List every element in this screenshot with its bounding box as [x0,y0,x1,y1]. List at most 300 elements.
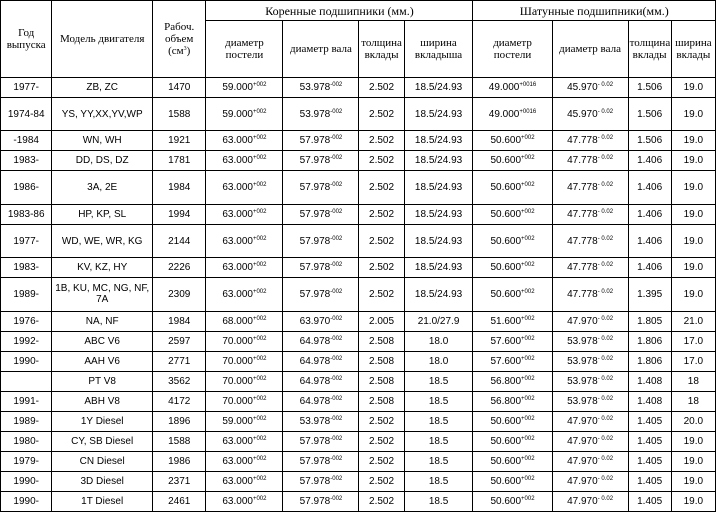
cell-main-shaft-diameter-value: 57.978 [299,262,331,274]
cell-main-bed-diameter [206,351,283,371]
cell-rod-shaft-diameter-value: 53.978 [567,355,598,367]
cell-main-shell-thickness [359,331,404,351]
cell-model-value: KV, KZ, HY [77,262,128,274]
cell-main-bed-diameter [206,151,283,171]
cell-main-bed-diameter [206,311,283,331]
cell-main-shell-thickness-value: 2.502 [369,135,395,147]
cell-rod-bed-diameter-value: 50.600 [490,435,522,447]
cell-volume-value: 2771 [168,355,191,367]
cell-main-shell-thickness [359,471,404,491]
cell-model-value: YS, YY,XX,YV,WP [61,108,143,120]
cell-main-bed-diameter-value: 63.000 [222,288,253,300]
cell-volume [153,431,206,451]
cell-rod-shell-thickness [628,491,671,511]
cell-year [1,78,52,98]
cell-rod-shell-thickness-value: 1.405 [637,455,663,467]
cell-main-shell-thickness [359,278,404,311]
cell-model-value: 3A, 2E [87,182,118,194]
cell-main-shaft-diameter-tolerance: -002 [330,475,343,482]
cell-main-bed-diameter-value: 63.000 [222,435,253,447]
cell-rod-shell-thickness [628,351,671,371]
cell-volume-value: 1921 [168,135,191,147]
cell-main-shaft-diameter [283,98,359,131]
cell-volume [153,151,206,171]
table-row [1,331,716,351]
cell-rod-bed-diameter [473,131,552,151]
cell-main-shell-width [404,258,473,278]
cell-main-shaft-diameter-value: 53.978 [299,82,331,93]
cell-rod-shaft-diameter-value: 53.978 [567,395,598,407]
cell-model-value: 1Y Diesel [80,415,124,427]
cell-volume-value: 1470 [168,82,191,93]
cell-rod-shell-width-value: 19.0 [683,455,704,467]
cell-rod-bed-diameter-tolerance: +0016 [519,82,537,88]
cell-main-shell-width [404,371,473,391]
cell-rod-shell-width-value: 19.0 [683,182,704,194]
cell-rod-shell-width-value: 18 [687,395,699,407]
cell-model-value: ZB, ZC [86,82,119,93]
cell-model-value: AAH V6 [84,355,120,367]
cell-rod-shaft-diameter-tolerance: - 0.02 [597,235,614,242]
cell-rod-shell-width-value: 19.0 [683,495,704,507]
cell-year-value: 1977- [13,235,39,247]
cell-main-shell-thickness-value: 2.502 [369,435,395,447]
cell-model [52,391,153,411]
cell-model [52,258,153,278]
cell-rod-shell-thickness [628,391,671,411]
cell-main-shell-width-value: 18.0 [428,355,449,367]
cell-rod-bed-diameter [473,411,552,431]
cell-rod-shell-thickness-value: 1.406 [637,235,663,247]
cell-main-shell-thickness-value: 2.502 [369,288,395,300]
cell-main-shell-width-value: 18.5/24.93 [414,208,463,220]
cell-main-shell-thickness [359,491,404,511]
cell-main-shell-width [404,131,473,151]
cell-main-bed-diameter [206,471,283,491]
cell-rod-shell-width-value: 20.0 [683,415,704,427]
cell-main-bed-diameter-tolerance: +002 [252,182,267,189]
cell-volume-value: 4172 [168,395,191,407]
cell-main-bed-diameter-tolerance: +002 [252,375,267,382]
cell-main-shaft-diameter [283,451,359,471]
cell-main-shaft-diameter-value: 57.978 [299,135,331,147]
cell-main-shell-thickness [359,371,404,391]
cell-main-shell-thickness [359,224,404,257]
cell-rod-shell-width-value: 17.0 [683,335,704,347]
cell-rod-shaft-diameter [552,311,628,331]
cell-year-value: 1986- [13,182,39,194]
cell-rod-shaft-diameter-value: 53.978 [567,335,598,347]
cell-main-shaft-diameter-tolerance: -002 [330,495,343,502]
cell-rod-bed-diameter-value: 57.600 [490,355,522,367]
cell-rod-shaft-diameter-value: 47.970 [567,315,598,327]
cell-main-shaft-diameter-value: 57.978 [299,208,331,220]
cell-rod-shell-thickness [628,204,671,224]
cell-main-bed-diameter-value: 70.000 [222,355,253,367]
cell-main-shaft-diameter-tolerance: -002 [330,155,343,162]
cell-volume [153,131,206,151]
cell-year-value: 1989- [13,415,39,427]
cell-rod-bed-diameter-value: 57.600 [490,335,522,347]
table-row [1,451,716,471]
cell-main-shaft-diameter [283,491,359,511]
cell-rod-shell-width-value: 19.0 [683,475,704,487]
cell-main-shaft-diameter-tolerance: -002 [330,235,343,242]
cell-rod-shaft-diameter-tolerance: - 0.02 [597,315,614,322]
cell-main-shaft-diameter [283,411,359,431]
cell-main-shell-thickness [359,131,404,151]
cell-rod-shell-width-value: 19.0 [683,82,704,93]
cell-model [52,204,153,224]
cell-rod-bed-diameter-tolerance: +002 [521,335,535,342]
cell-main-shell-width [404,471,473,491]
cell-rod-bed-diameter-tolerance: +002 [521,155,535,162]
cell-rod-bed-diameter [473,451,552,471]
cell-year-value: -1984 [13,135,39,147]
cell-rod-bed-diameter-value: 56.800 [490,395,522,407]
table-row [1,78,716,98]
cell-main-shell-width-value: 18.5/24.93 [414,108,463,120]
cell-rod-bed-diameter-tolerance: +002 [521,182,535,189]
cell-rod-shaft-diameter-value: 47.778 [567,182,598,194]
cell-main-shell-thickness-value: 2.502 [369,108,395,120]
cell-main-bed-diameter-tolerance: +002 [252,395,267,402]
cell-rod-shell-width [671,258,715,278]
cell-main-shaft-diameter [283,351,359,371]
cell-rod-bed-diameter-value: 50.600 [490,182,522,194]
cell-volume-value: 2597 [168,335,191,347]
table-row [1,204,716,224]
cell-main-shell-thickness-value: 2.502 [369,455,395,467]
cell-model [52,171,153,204]
cell-model [52,431,153,451]
cell-rod-bed-diameter-tolerance: +002 [521,495,535,502]
cell-main-shaft-diameter-value: 64.978 [299,375,331,387]
cell-main-shell-width [404,98,473,131]
cell-volume-value: 3562 [168,375,191,387]
cell-main-shell-thickness-value: 2.508 [369,335,395,347]
cell-main-bed-diameter-value: 63.000 [222,155,253,167]
cell-main-shell-width-value: 18.5/24.93 [414,288,463,300]
cell-main-shaft-diameter [283,391,359,411]
cell-volume-value: 1986 [168,455,191,467]
cell-main-bed-diameter [206,278,283,311]
cell-rod-bed-diameter-value: 50.600 [490,262,522,274]
cell-main-shell-width-value: 18.5 [428,395,449,407]
cell-model-value: 1B, KU, MC, NG, NF, 7A [55,283,150,306]
cell-main-bed-diameter-tolerance: +002 [252,135,267,142]
cell-model [52,311,153,331]
cell-rod-shaft-diameter [552,78,628,98]
cell-model [52,331,153,351]
cell-rod-shaft-diameter-tolerance: - 0.02 [597,495,614,502]
cell-year [1,471,52,491]
cell-rod-shell-thickness-value: 1.506 [637,135,663,147]
cell-main-shaft-diameter-tolerance: -002 [330,82,343,88]
cell-rod-bed-diameter-value: 56.800 [490,375,522,387]
cell-main-shell-width-value: 18.5 [428,455,449,467]
cell-main-shaft-diameter-tolerance: -002 [330,108,343,115]
cell-main-bed-diameter-tolerance: +002 [252,108,267,115]
cell-model-value: 1T Diesel [81,495,124,507]
cell-main-bed-diameter-tolerance: +002 [252,495,267,502]
cell-main-shaft-diameter-value: 57.978 [299,235,331,247]
header-volume-unit-exp: 3 [183,46,187,52]
cell-model-value: CY, SB Diesel [71,435,134,447]
header-model: Модель двигателя [52,1,153,78]
cell-rod-shell-width-value: 19.0 [683,288,704,300]
cell-main-shell-thickness [359,391,404,411]
cell-rod-shell-width-value: 19.0 [683,155,704,167]
cell-rod-shaft-diameter-tolerance: - 0.02 [597,208,614,215]
cell-volume [153,78,206,98]
cell-model [52,451,153,471]
cell-main-shell-width [404,171,473,204]
cell-rod-shaft-diameter-value: 47.970 [567,475,598,487]
cell-volume [153,171,206,204]
cell-rod-shaft-diameter-value: 47.778 [567,155,598,167]
cell-main-shell-thickness-value: 2.502 [369,82,395,93]
cell-main-shaft-diameter [283,431,359,451]
cell-year [1,491,52,511]
cell-rod-shaft-diameter [552,491,628,511]
cell-rod-shell-thickness-value: 1.506 [637,82,663,93]
cell-main-bed-diameter [206,98,283,131]
cell-rod-shaft-diameter [552,451,628,471]
cell-rod-shaft-diameter-value: 45.970 [567,82,598,93]
header-year: Год выпуска [1,1,52,78]
cell-main-shaft-diameter-tolerance: -002 [330,262,343,269]
cell-main-shaft-diameter-tolerance: -002 [330,395,343,402]
cell-rod-shell-thickness-value: 1.805 [637,315,663,327]
cell-rod-shell-thickness [628,131,671,151]
table-row [1,391,716,411]
cell-rod-shell-thickness-value: 1.405 [637,415,663,427]
cell-main-shaft-diameter [283,258,359,278]
cell-rod-shell-width [671,131,715,151]
cell-rod-bed-diameter [473,151,552,171]
cell-year-value: 1990- [13,495,39,507]
cell-main-bed-diameter [206,331,283,351]
table-row [1,278,716,311]
cell-rod-shell-width-value: 17.0 [683,355,704,367]
cell-model-value: NA, NF [85,315,119,327]
cell-rod-shaft-diameter-value: 47.970 [567,455,598,467]
cell-volume-value: 2461 [168,495,191,507]
cell-rod-bed-diameter [473,258,552,278]
cell-main-shaft-diameter-value: 57.978 [299,495,331,507]
cell-year [1,311,52,331]
cell-main-shell-thickness-value: 2.502 [369,475,395,487]
cell-rod-bed-diameter-tolerance: +0016 [519,108,537,115]
cell-model [52,411,153,431]
cell-main-bed-diameter-value: 63.000 [222,495,253,507]
cell-rod-bed-diameter-tolerance: +002 [521,455,535,462]
header-rod-shell-width: ширина вклады [671,21,715,78]
cell-main-shaft-diameter-value: 53.978 [299,108,331,120]
cell-rod-shell-thickness-value: 1.405 [637,435,663,447]
cell-year-value: 1974-84 [7,108,45,120]
cell-volume [153,331,206,351]
cell-main-shell-width [404,204,473,224]
cell-main-shell-width-value: 18.5/24.93 [414,182,463,194]
cell-rod-shaft-diameter [552,391,628,411]
cell-main-bed-diameter [206,391,283,411]
cell-rod-shaft-diameter [552,98,628,131]
cell-main-shell-thickness-value: 2.502 [369,235,395,247]
cell-year [1,371,52,391]
cell-year [1,451,52,471]
cell-rod-shaft-diameter-tolerance: - 0.02 [597,455,614,462]
table-row [1,258,716,278]
cell-main-shaft-diameter-tolerance: -002 [330,315,343,322]
cell-volume [153,98,206,131]
cell-main-shell-width [404,451,473,471]
cell-main-bed-diameter-value: 63.000 [222,455,253,467]
cell-main-bed-diameter [206,371,283,391]
cell-rod-shell-thickness-value: 1.406 [637,208,663,220]
cell-main-shell-width [404,78,473,98]
cell-rod-shaft-diameter-tolerance: - 0.02 [597,395,614,402]
cell-year [1,131,52,151]
cell-model [52,471,153,491]
cell-rod-shaft-diameter [552,371,628,391]
table-row [1,371,716,391]
cell-main-shell-width-value: 18.5/24.93 [414,262,463,274]
cell-main-bed-diameter-tolerance: +002 [252,475,267,482]
cell-rod-shaft-diameter-tolerance: - 0.02 [597,108,614,115]
cell-rod-shell-thickness-value: 1.806 [637,335,663,347]
cell-main-shaft-diameter-value: 64.978 [299,395,331,407]
cell-main-bed-diameter-tolerance: +002 [252,335,267,342]
cell-rod-shell-thickness [628,371,671,391]
cell-main-shell-thickness [359,98,404,131]
cell-rod-shaft-diameter-tolerance: - 0.02 [597,155,614,162]
cell-model [52,151,153,171]
cell-main-bed-diameter [206,411,283,431]
cell-rod-shell-width-value: 19.0 [683,235,704,247]
cell-rod-shell-width [671,371,715,391]
cell-main-shell-width-value: 18.5/24.93 [414,82,463,93]
cell-main-shaft-diameter [283,204,359,224]
table-row [1,131,716,151]
cell-main-bed-diameter [206,171,283,204]
cell-main-shell-thickness-value: 2.502 [369,182,395,194]
cell-main-shell-thickness [359,204,404,224]
cell-rod-shell-thickness [628,431,671,451]
cell-main-shell-thickness-value: 2.502 [369,208,395,220]
cell-main-bed-diameter-tolerance: +002 [252,288,267,295]
cell-main-bed-diameter-value: 70.000 [222,395,253,407]
cell-main-bed-diameter-value: 59.000 [222,415,253,427]
cell-rod-bed-diameter-tolerance: +002 [521,262,535,269]
cell-year [1,391,52,411]
cell-rod-shaft-diameter [552,331,628,351]
cell-main-bed-diameter [206,224,283,257]
cell-main-bed-diameter-tolerance: +002 [252,315,267,322]
cell-main-shaft-diameter-value: 57.978 [299,288,331,300]
cell-rod-shaft-diameter-value: 45.970 [567,108,598,120]
cell-rod-bed-diameter-value: 50.600 [490,208,522,220]
cell-main-shell-width-value: 18.5 [428,495,449,507]
cell-year-value: 1991- [13,395,39,407]
cell-main-shaft-diameter-tolerance: -002 [330,182,343,189]
cell-rod-shaft-diameter [552,258,628,278]
cell-rod-shell-width-value: 21.0 [683,315,704,327]
header-rod-bearings: Шатунные подшипники(мм.) [473,1,716,21]
cell-main-shaft-diameter [283,171,359,204]
cell-rod-shell-thickness [628,411,671,431]
cell-model-value: WD, WE, WR, KG [61,235,143,247]
cell-rod-bed-diameter-value: 50.600 [490,415,522,427]
cell-volume [153,224,206,257]
cell-rod-bed-diameter-tolerance: +002 [521,208,535,215]
cell-main-bed-diameter-value: 59.000 [222,108,253,120]
cell-main-shell-width-value: 21.0/27.9 [417,315,460,327]
cell-main-shell-thickness [359,171,404,204]
cell-main-bed-diameter-value: 63.000 [222,135,253,147]
cell-main-bed-diameter-value: 63.000 [222,182,253,194]
cell-rod-shell-thickness-value: 1.405 [637,495,663,507]
cell-volume-value: 1781 [168,155,191,167]
cell-year [1,258,52,278]
cell-rod-shell-width [671,204,715,224]
cell-main-shell-width-value: 18.5/24.93 [414,155,463,167]
cell-model [52,351,153,371]
cell-model-value: PT V8 [88,375,116,387]
cell-main-bed-diameter-value: 63.000 [222,208,253,220]
cell-rod-shell-thickness-value: 1.395 [637,288,663,300]
cell-model-value: ABC V6 [84,335,120,347]
cell-rod-bed-diameter-tolerance: +002 [521,355,535,362]
cell-model [52,224,153,257]
cell-main-bed-diameter-tolerance: +002 [252,155,267,162]
cell-rod-bed-diameter-tolerance: +002 [521,288,535,295]
cell-rod-shell-width-value: 19.0 [683,135,704,147]
cell-volume [153,371,206,391]
cell-rod-bed-diameter [473,471,552,491]
cell-main-shaft-diameter-tolerance: -002 [330,375,343,382]
cell-main-bed-diameter-tolerance: +002 [252,262,267,269]
cell-rod-shaft-diameter-value: 47.778 [567,208,598,220]
cell-rod-shaft-diameter [552,151,628,171]
cell-main-bed-diameter-value: 59.000 [222,82,253,93]
cell-volume [153,451,206,471]
cell-rod-shell-width [671,98,715,131]
cell-rod-shell-width [671,278,715,311]
cell-main-shell-width [404,411,473,431]
cell-model [52,278,153,311]
cell-rod-bed-diameter-value: 50.600 [490,455,522,467]
table-row [1,224,716,257]
cell-rod-shaft-diameter-tolerance: - 0.02 [597,355,614,362]
cell-rod-bed-diameter-tolerance: +002 [521,235,535,242]
cell-main-shaft-diameter [283,278,359,311]
cell-year-value: 1992- [13,335,39,347]
cell-main-shell-width-value: 18.5/24.93 [414,135,463,147]
cell-rod-bed-diameter-value: 49.000 [488,108,520,120]
cell-volume [153,311,206,331]
cell-volume [153,471,206,491]
cell-rod-shell-thickness-value: 1.806 [637,355,663,367]
cell-rod-shaft-diameter [552,431,628,451]
cell-main-bed-diameter [206,204,283,224]
cell-volume-value: 1588 [168,435,191,447]
cell-rod-bed-diameter [473,278,552,311]
cell-rod-shell-thickness [628,78,671,98]
header-rod-shell-thickness: толщина вклады [628,21,671,78]
cell-rod-shell-width [671,351,715,371]
